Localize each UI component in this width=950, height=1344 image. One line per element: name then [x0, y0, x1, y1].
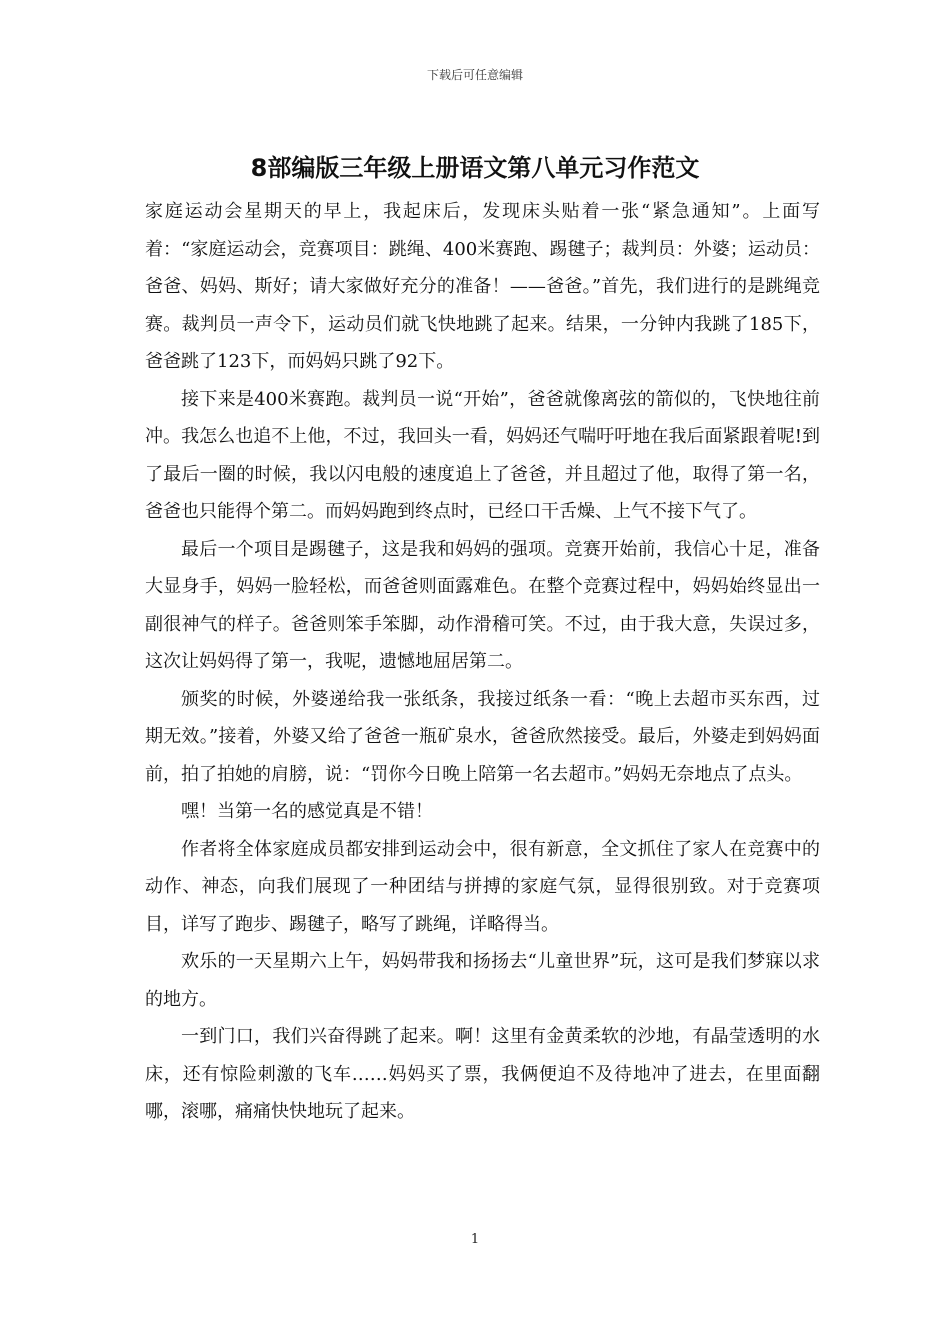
document-title: 8部编版三年级上册语文第八单元习作范文 [250, 154, 700, 182]
paragraph-7: 欢乐的一天星期六上午，妈妈带我和扬扬去“儿童世界”玩，这可是我们梦寐以求的地方。 [145, 951, 820, 1010]
paragraph-8: 一到门口，我们兴奋得跳了起来。啊！这里有金黄柔软的沙地，有晶莹透明的水床，还有惊险刺激的飞车……妈妈买了票，我俩便迫不及待地冲了进去，在里面翻哪，滚哪，痛痛快快地玩了起来。 [145, 1026, 820, 1122]
paragraph-2: 接下来是400米赛跑。裁判员一说“开始”，爸爸就像离弦的箭似的，飞快地往前冲。我怎么也追不上他，不过，我回头一看，妈妈还气喘吁吁地在我后面紧跟着呢!到了最后一圈的时候，我以闪电般的速度追上了爸爸，并且超过了他，取得了第一名，爸爸也只能得个第二。而妈妈跑到终点时，已经口干舌燥、上气不接下气了。 [145, 388, 820, 522]
document-body [145, 193, 820, 1131]
page-header: 下载后可任意编辑 [426, 68, 523, 82]
paragraph-6: 作者将全体家庭成员都安排到运动会中，很有新意，全文抓住了家人在竞赛中的动作、神态，向我们展现了一种团结与拼搏的家庭气氛，显得很别致。对于竞赛项目，详写了跑步、踢毽子，略写了跳绳，详略得当。 [145, 838, 820, 935]
paragraph-3: 最后一个项目是踢毽子，这是我和妈妈的强项。竞赛开始前，我信心十足，准备大显身手，妈妈一脸轻松，而爸爸则面露难色。在整个竞赛过程中，妈妈始终显出一副很神气的样子。爸爸则笨手笨脚，动作滑稽可笑。不过，由于我大意，失误过多，这次让妈妈得了第一，我呢，遗憾地屈居第二。 [145, 538, 820, 672]
paragraph-5: 嘿！当第一名的感觉真是不错！ [181, 801, 433, 822]
page-number: 1 [470, 1232, 480, 1247]
paragraph-4: 颁奖的时候，外婆递给我一张纸条，我接过纸条一看：“晚上去超市买东西，过期无效。”接着，外婆又给了爸爸一瓶矿泉水，爸爸欣然接受。最后，外婆走到妈妈面前，拍了拍她的肩膀，说：“罚你今日晚上陪第一名去超市。”妈妈无奈地点了点头。 [145, 688, 820, 785]
paragraph-1: 家庭运动会星期天的早上，我起床后，发现床头贴着一张“紧急通知”。上面写着：“家庭运动会，竞赛项目：跳绳、400米赛跑、踢毽子；裁判员：外婆；运动员：爸爸、妈妈、斯好；请大家做好充分的准备！——爸爸。”首先，我们进行的是跳绳竞赛。裁判员一声令下，运动员们就飞快地跳了起来。结果，一分钟内我跳了185下，爸爸跳了123下，而妈妈只跳了92下。 [145, 201, 820, 372]
